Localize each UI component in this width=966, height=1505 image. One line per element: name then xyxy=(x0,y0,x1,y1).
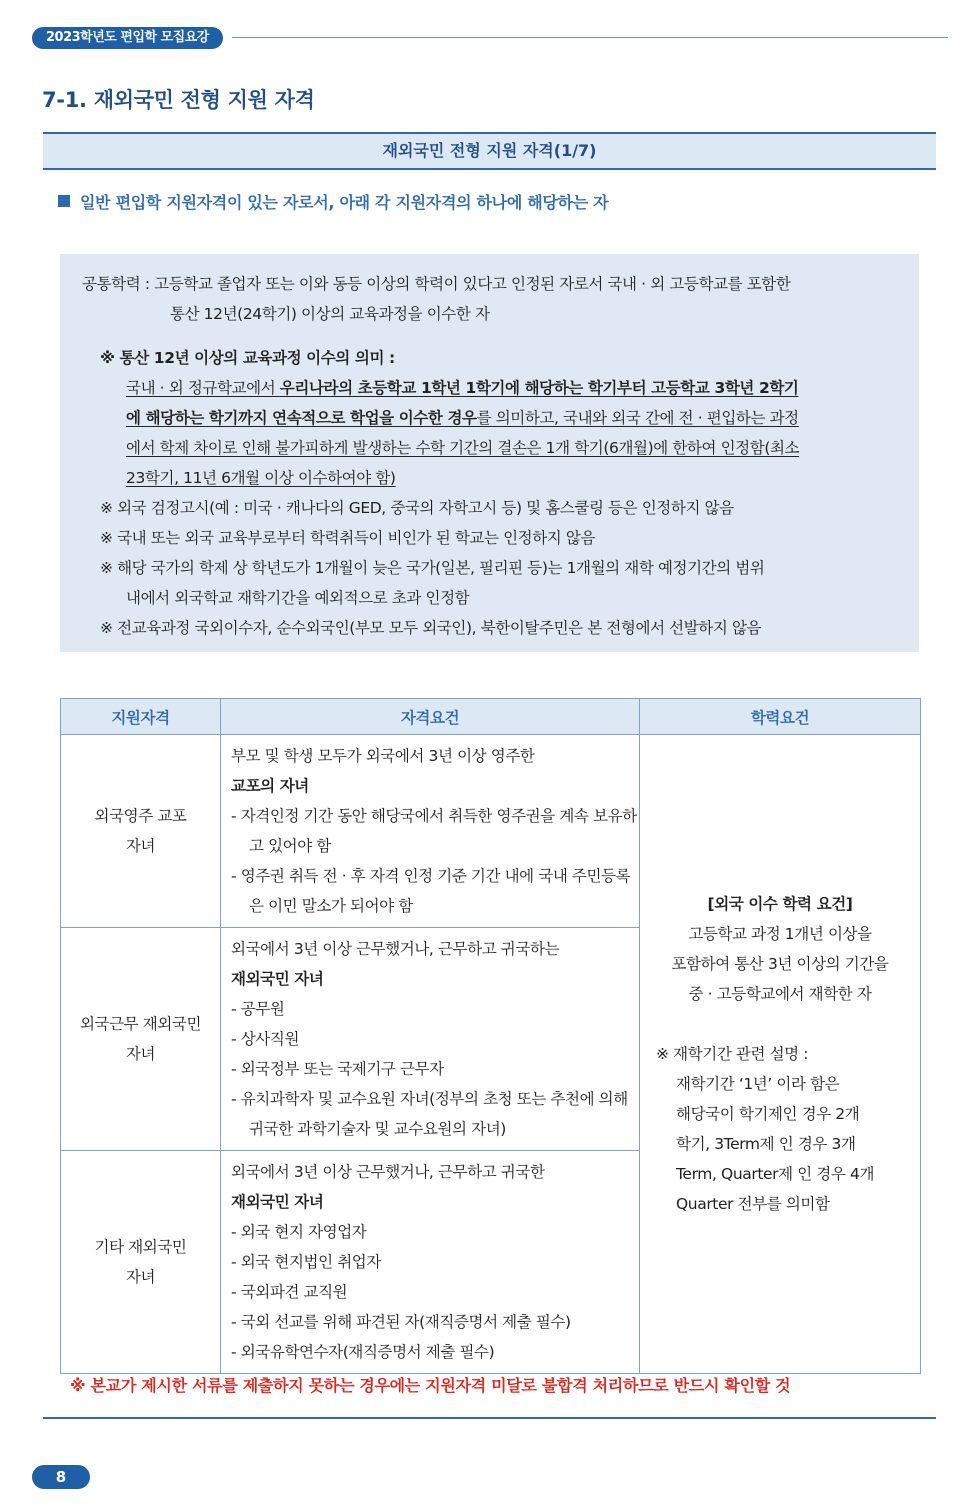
list-item: - 자격인정 기간 동안 해당국에서 취득한 영주권을 계속 보유하고 있어야 함 xyxy=(231,807,637,855)
note-excluded: ※ 전교육과정 국외이수자, 순수외국인(부모 모두 외국인), 북한이탈주민은 본 전형에서 선발하지 않음 xyxy=(100,619,762,637)
note-late-year-1: ※ 해당 국가의 학제 상 학년도가 1개월이 늦은 국가(일본, 필리핀 등)는 1개월의 재학 예정기간의 범위 xyxy=(100,559,765,577)
lead-text xyxy=(58,190,608,213)
edu-line-2: 포함하여 통산 3년 이상의 기간을 xyxy=(671,955,889,973)
edu-line-1: 고등학교 과정 1개년 이상을 xyxy=(688,925,872,943)
list-item: - 외국 현지법인 취업자 xyxy=(231,1253,381,1271)
meaning-line-3: 에서 학제 차이로 인해 불가피하게 발생하는 수학 기간의 결손은 1개 학기(6개월)에 한하여 인정함(최소 xyxy=(126,439,800,457)
requirement-target: 교포의 자녀 xyxy=(231,777,309,795)
list-item: - 유치과학자 및 교수요원 자녀(정부의 초청 또는 추천에 의해 귀국한 과학기술자 및 교수요원의 자녀) xyxy=(231,1090,628,1138)
qualification-line-2: 자녀 xyxy=(125,837,156,855)
common-line-2: 통산 12년(24학기) 이상의 교육과정을 이수한 자 xyxy=(170,305,490,323)
th-education: 학력요건 xyxy=(640,699,921,735)
warning-text: ※ 본교가 제시한 서류를 제출하지 못하는 경우에는 지원자격 미달로 불합격 처리하므로 반드시 확인할 것 xyxy=(70,1376,791,1395)
qualification-line-1: 외국근무 재외국민 xyxy=(79,1015,202,1033)
lead-label: 일반 편입학 지원자격이 있는 자로서, 아래 각 지원자격의 하나에 해당하는 자 xyxy=(80,193,609,212)
qualification-line-1: 외국영주 교포 xyxy=(94,807,187,825)
edu-line-3: 중 · 고등학교에서 재학한 자 xyxy=(688,985,872,1003)
note-unaccredited: ※ 국내 또는 외국 교육부로부터 학력취득이 비인가 된 학교는 인정하지 않음 xyxy=(100,529,596,547)
qualification-line-1: 기타 재외국민 xyxy=(94,1238,187,1256)
table-row xyxy=(61,735,921,928)
qualification-cell xyxy=(61,735,221,928)
meaning-line-2 xyxy=(126,406,799,428)
edu-note-2: 해당국이 학기제인 경우 2개 xyxy=(676,1105,860,1123)
list-item: - 외국정부 또는 국제기구 근무자 xyxy=(231,1060,444,1078)
header-divider xyxy=(232,37,948,38)
qualification-line-2: 자녀 xyxy=(125,1045,156,1063)
square-bullet-icon xyxy=(58,195,70,207)
edu-title: [외국 이수 학력 요건] xyxy=(707,895,853,913)
note-ged: ※ 외국 검정고시(예 : 미국 · 캐나다의 GED, 중국의 자학고시 등) 및 홈스쿨링 등은 인정하지 않음 xyxy=(100,499,734,517)
meaning-line-1 xyxy=(126,376,799,398)
list-item: - 영주권 취득 전 · 후 자격 인정 기준 기간 내에 국내 주민등록은 이민 말소가 되어야 함 xyxy=(231,867,631,915)
requirement-cell xyxy=(221,1151,640,1374)
requirement-intro: 부모 및 학생 모두가 외국에서 3년 이상 영주한 xyxy=(231,747,535,765)
education-cell xyxy=(640,735,921,1374)
edu-spacer xyxy=(648,1009,912,1039)
common-line-1: 공통학력 : 고등학교 졸업자 또는 이와 동등 이상의 학력이 있다고 인정된 자로서 국내 · 외 고등학교를 포함한 xyxy=(82,275,791,293)
list-item: - 외국유학연수자(재직증명서 제출 필수) xyxy=(231,1343,495,1361)
requirement-target: 재외국민 자녀 xyxy=(231,1193,324,1211)
meaning-line-1a: 국내 · 외 정규학교에서 xyxy=(126,379,280,397)
section-title: 7-1. 재외국민 전형 지원 자격 xyxy=(42,88,315,112)
edu-note-5: Quarter 전부를 의미함 xyxy=(676,1195,830,1213)
note-late-year-2: 내에서 외국학교 재학기간을 예외적으로 초과 인정함 xyxy=(126,589,470,607)
requirements-table xyxy=(60,698,921,1374)
qualification-cell xyxy=(61,1151,221,1374)
page-number: 8 xyxy=(32,1465,90,1489)
requirement-intro: 외국에서 3년 이상 근무했거나, 근무하고 귀국한 xyxy=(231,1163,545,1181)
edu-note-4: Term, Quarter제 인 경우 4개 xyxy=(676,1165,875,1183)
th-requirements: 자격요건 xyxy=(221,699,640,735)
meaning-title: ※ 통산 12년 이상의 교육과정 이수의 의미 : xyxy=(100,349,395,367)
common-requirement-box xyxy=(60,254,919,652)
header-badge: 2023학년도 편입학 모집요강 xyxy=(32,27,223,49)
qualification-cell xyxy=(61,928,221,1151)
qualification-line-2: 자녀 xyxy=(125,1268,156,1286)
requirement-cell xyxy=(221,735,640,928)
list-item: - 국외파견 교직원 xyxy=(231,1283,348,1301)
meaning-line-2a: 에 해당하는 학기까지 연속적으로 학업을 이수한 경우 xyxy=(126,409,477,427)
meaning-line-1b: 우리나라의 초등학교 1학년 1학기에 해당하는 학기부터 고등학교 3학년 2학기 xyxy=(279,379,799,397)
list-item: - 국외 선교를 위해 파견된 자(재직증명서 제출 필수) xyxy=(231,1313,571,1331)
requirement-cell xyxy=(221,928,640,1151)
meaning-line-4: 23학기, 11년 6개월 이상 이수하여야 함) xyxy=(126,469,396,487)
list-item: - 외국 현지 자영업자 xyxy=(231,1223,367,1241)
th-qualification: 지원자격 xyxy=(61,699,221,735)
meaning-line-2b: 를 의미하고, 국내와 외국 간에 전 · 편입하는 과정 xyxy=(476,409,799,427)
edu-note-1: 재학기간 ‘1년’ 이라 함은 xyxy=(676,1075,840,1093)
subtitle-bar: 재외국민 전형 지원 자격(1/7) xyxy=(43,132,936,170)
footer-divider xyxy=(43,1417,936,1419)
edu-note-title: ※ 재학기간 관련 설명 : xyxy=(656,1045,809,1063)
list-item: - 공무원 xyxy=(231,1000,285,1018)
requirement-target: 재외국민 자녀 xyxy=(231,970,324,988)
requirement-intro: 외국에서 3년 이상 근무했거나, 근무하고 귀국하는 xyxy=(231,940,560,958)
edu-note-3: 학기, 3Term제 인 경우 3개 xyxy=(676,1135,856,1153)
list-item: - 상사직원 xyxy=(231,1030,300,1048)
